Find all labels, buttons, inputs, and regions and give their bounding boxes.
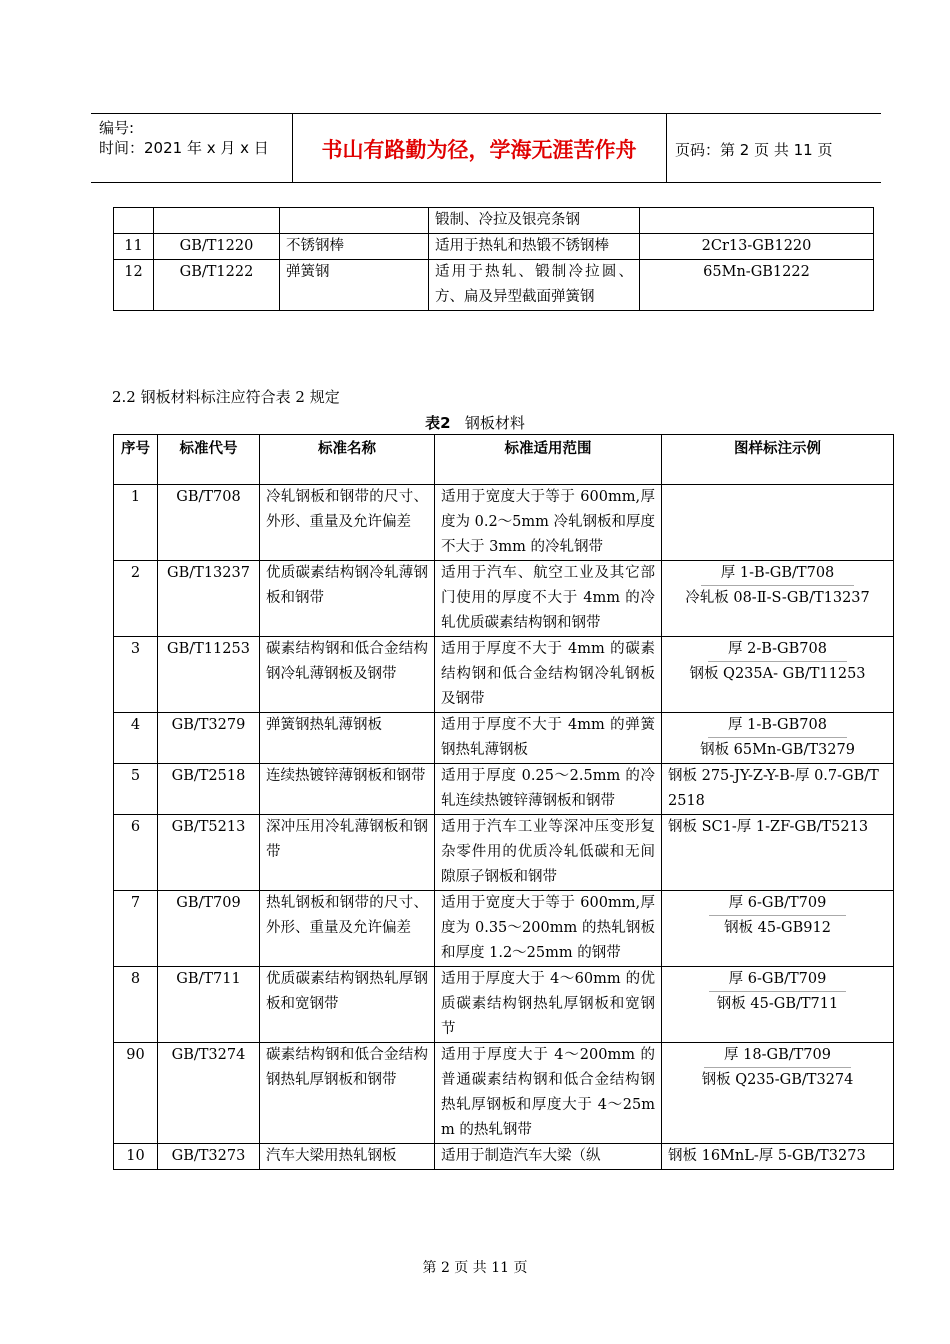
cell-scope: 适用于厚度大于 4～60mm 的优质碳素结构钢热轧厚钢板和宽钢节 xyxy=(435,967,662,1043)
cell-name: 优质碳素结构钢热轧厚钢板和宽钢带 xyxy=(260,967,435,1043)
cell-no: 10 xyxy=(114,1144,158,1170)
table-row xyxy=(114,208,874,234)
cell-name xyxy=(280,208,429,234)
example-line-bottom: 钢板 65Mn-GB/T3279 xyxy=(700,742,855,758)
cell-name: 汽车大梁用热轧钢板 xyxy=(260,1144,435,1170)
col-header-code: 标准代号 xyxy=(158,435,260,485)
cell-code xyxy=(154,208,280,234)
example-line-top: 厚 6-GB/T709 xyxy=(709,968,847,992)
cell-code: GB/T2518 xyxy=(158,764,260,815)
header-divider xyxy=(666,114,667,182)
cell-scope: 适用于厚度 0.25～2.5mm 的冷轧连续热镀锌薄钢板和钢带 xyxy=(435,764,662,815)
table-caption xyxy=(0,412,950,433)
table-row xyxy=(114,561,894,637)
example-line-bottom: 钢板 Q235A- GB/T11253 xyxy=(689,666,866,682)
cell-scope: 适用于制造汽车大梁（纵 xyxy=(435,1144,662,1170)
cell-name: 碳素结构钢和低合金结构钢热轧厚钢板和钢带 xyxy=(260,1043,435,1144)
page-header xyxy=(91,113,881,183)
cell-example xyxy=(662,561,894,637)
cell-code: GB/T711 xyxy=(158,967,260,1043)
cell-no: 8 xyxy=(114,967,158,1043)
cell-no: 1 xyxy=(114,485,158,561)
cell-example xyxy=(662,1144,894,1170)
table-caption-label: 表2 xyxy=(425,414,451,432)
cell-name: 碳素结构钢和低合金结构钢冷轧薄钢板及钢带 xyxy=(260,637,435,713)
table-row xyxy=(114,1043,894,1144)
cell-no: 7 xyxy=(114,891,158,967)
page-footer: 第 2 页 共 11 页 xyxy=(422,1260,528,1276)
example-line-top: 厚 2-B-GB708 xyxy=(708,638,847,662)
table-row xyxy=(114,260,874,311)
table-row xyxy=(114,815,894,891)
cell-code: GB/T3273 xyxy=(158,1144,260,1170)
cell-example: 65Mn-GB1222 xyxy=(640,260,874,311)
table-row xyxy=(114,967,894,1043)
cell-example xyxy=(662,815,894,891)
header-page-number: 页码：第 2 页 共 11 页 xyxy=(675,141,833,159)
cell-example: 2Cr13-GB1220 xyxy=(640,234,874,260)
cell-scope: 适用于汽车、航空工业及其它部门使用的厚度不大于 4mm 的冷轧优质碳素结构钢和钢带 xyxy=(435,561,662,637)
cell-example xyxy=(662,764,894,815)
cell-no: 2 xyxy=(114,561,158,637)
example-line-bottom: 钢板 Q235-GB/T3274 xyxy=(701,1072,854,1088)
cell-code: GB/T11253 xyxy=(158,637,260,713)
example-line-bottom: 冷轧板 08-Ⅱ-S-GB/T13237 xyxy=(685,590,870,606)
example-line-bottom: 钢板 45-GB/T711 xyxy=(716,996,839,1012)
example-text: 钢板 16MnL-厚 5-GB/T3273 xyxy=(668,1148,866,1164)
cell-scope: 适用于汽车工业等深冲压变形复杂零件用的优质冷轧低碳和无间隙原子钢板和钢带 xyxy=(435,815,662,891)
example-line-bottom: 钢板 45-GB912 xyxy=(724,920,831,936)
cell-name: 热轧钢板和钢带的尺寸、外形、重量及允许偏差 xyxy=(260,891,435,967)
header-motto: 书山有路勤为径，学海无涯苦作舟 xyxy=(321,138,637,162)
col-header-name: 标准名称 xyxy=(260,435,435,485)
cell-no: 3 xyxy=(114,637,158,713)
example-line-top: 厚 1-B-GB708 xyxy=(708,714,847,738)
cell-name: 深冲压用冷轧薄钢板和钢带 xyxy=(260,815,435,891)
cell-name: 连续热镀锌薄钢板和钢带 xyxy=(260,764,435,815)
table-row xyxy=(114,891,894,967)
example-line-top: 厚 6-GB/T709 xyxy=(709,892,847,916)
cell-name: 弹簧钢 xyxy=(280,260,429,311)
cell-no: 5 xyxy=(114,764,158,815)
cell-name: 优质碳素结构钢冷轧薄钢板和钢带 xyxy=(260,561,435,637)
header-meta xyxy=(99,118,289,158)
example-text: 钢板 275-JY-Z-Y-B-厚 0.7-GB/T2518 xyxy=(668,768,879,809)
cell-code: GB/T1222 xyxy=(154,260,280,311)
table-row xyxy=(114,1144,894,1170)
table-row xyxy=(114,713,894,764)
table-header-row xyxy=(114,435,894,485)
cell-example xyxy=(662,967,894,1043)
cell-code: GB/T708 xyxy=(158,485,260,561)
table-bar-steel-continued xyxy=(113,207,874,311)
cell-example xyxy=(662,637,894,713)
cell-code: GB/T3274 xyxy=(158,1043,260,1144)
header-number: 编号: xyxy=(99,119,135,137)
table-row xyxy=(114,764,894,815)
col-header-example: 图样标注示例 xyxy=(662,435,894,485)
cell-name: 冷轧钢板和钢带的尺寸、外形、重量及允许偏差 xyxy=(260,485,435,561)
example-text: 钢板 SC1-厚 1-ZF-GB/T5213 xyxy=(668,819,869,835)
cell-example xyxy=(662,485,894,561)
cell-scope: 适用于厚度不大于 4mm 的弹簧钢热轧薄钢板 xyxy=(435,713,662,764)
cell-no: 90 xyxy=(114,1043,158,1144)
cell-code: GB/T1220 xyxy=(154,234,280,260)
cell-scope: 适用于热轧、锻制冷拉圆、方、扁及异型截面弹簧钢 xyxy=(429,260,640,311)
cell-no: 12 xyxy=(114,260,154,311)
cell-scope: 锻制、冷拉及银亮条钢 xyxy=(429,208,640,234)
table-caption-text: 钢板材料 xyxy=(464,414,525,432)
example-line-top: 厚 1-B-GB/T708 xyxy=(701,562,855,586)
cell-scope: 适用于宽度大于等于 600mm,厚度为 0.2～5mm 冷轧钢板和厚度不大于 3mm 的冷轧钢带 xyxy=(435,485,662,561)
cell-code: GB/T709 xyxy=(158,891,260,967)
table-row xyxy=(114,485,894,561)
cell-name: 不锈钢棒 xyxy=(280,234,429,260)
col-header-no: 序号 xyxy=(114,435,158,485)
cell-name: 弹簧钢热轧薄钢板 xyxy=(260,713,435,764)
section-heading: 2.2 钢板材料标注应符合表 2 规定 xyxy=(112,388,340,406)
table-row xyxy=(114,234,874,260)
cell-code: GB/T13237 xyxy=(158,561,260,637)
header-time: 时间：2021 年 x 月 x 日 xyxy=(99,139,269,157)
cell-code: GB/T3279 xyxy=(158,713,260,764)
cell-example xyxy=(662,1043,894,1144)
table-row xyxy=(114,637,894,713)
cell-scope: 适用于厚度大于 4～200mm 的普通碳素结构钢和低合金结构钢热轧厚钢板和厚度大于 4～25mm 的热轧钢带 xyxy=(435,1043,662,1144)
example-line-top: 厚 18-GB/T709 xyxy=(704,1044,851,1068)
cell-example xyxy=(662,891,894,967)
cell-no: 6 xyxy=(114,815,158,891)
cell-scope: 适用于热轧和热锻不锈钢棒 xyxy=(429,234,640,260)
cell-code: GB/T5213 xyxy=(158,815,260,891)
cell-no: 11 xyxy=(114,234,154,260)
cell-no xyxy=(114,208,154,234)
cell-no: 4 xyxy=(114,713,158,764)
col-header-scope: 标准适用范围 xyxy=(435,435,662,485)
cell-scope: 适用于厚度不大于 4mm 的碳素结构钢和低合金结构钢冷轧钢板及钢带 xyxy=(435,637,662,713)
cell-example xyxy=(662,713,894,764)
table-steel-plate xyxy=(113,434,894,1170)
cell-example xyxy=(640,208,874,234)
cell-scope: 适用于宽度大于等于 600mm,厚度为 0.35～200mm 的热轧钢板和厚度 1.2～25mm 的钢带 xyxy=(435,891,662,967)
